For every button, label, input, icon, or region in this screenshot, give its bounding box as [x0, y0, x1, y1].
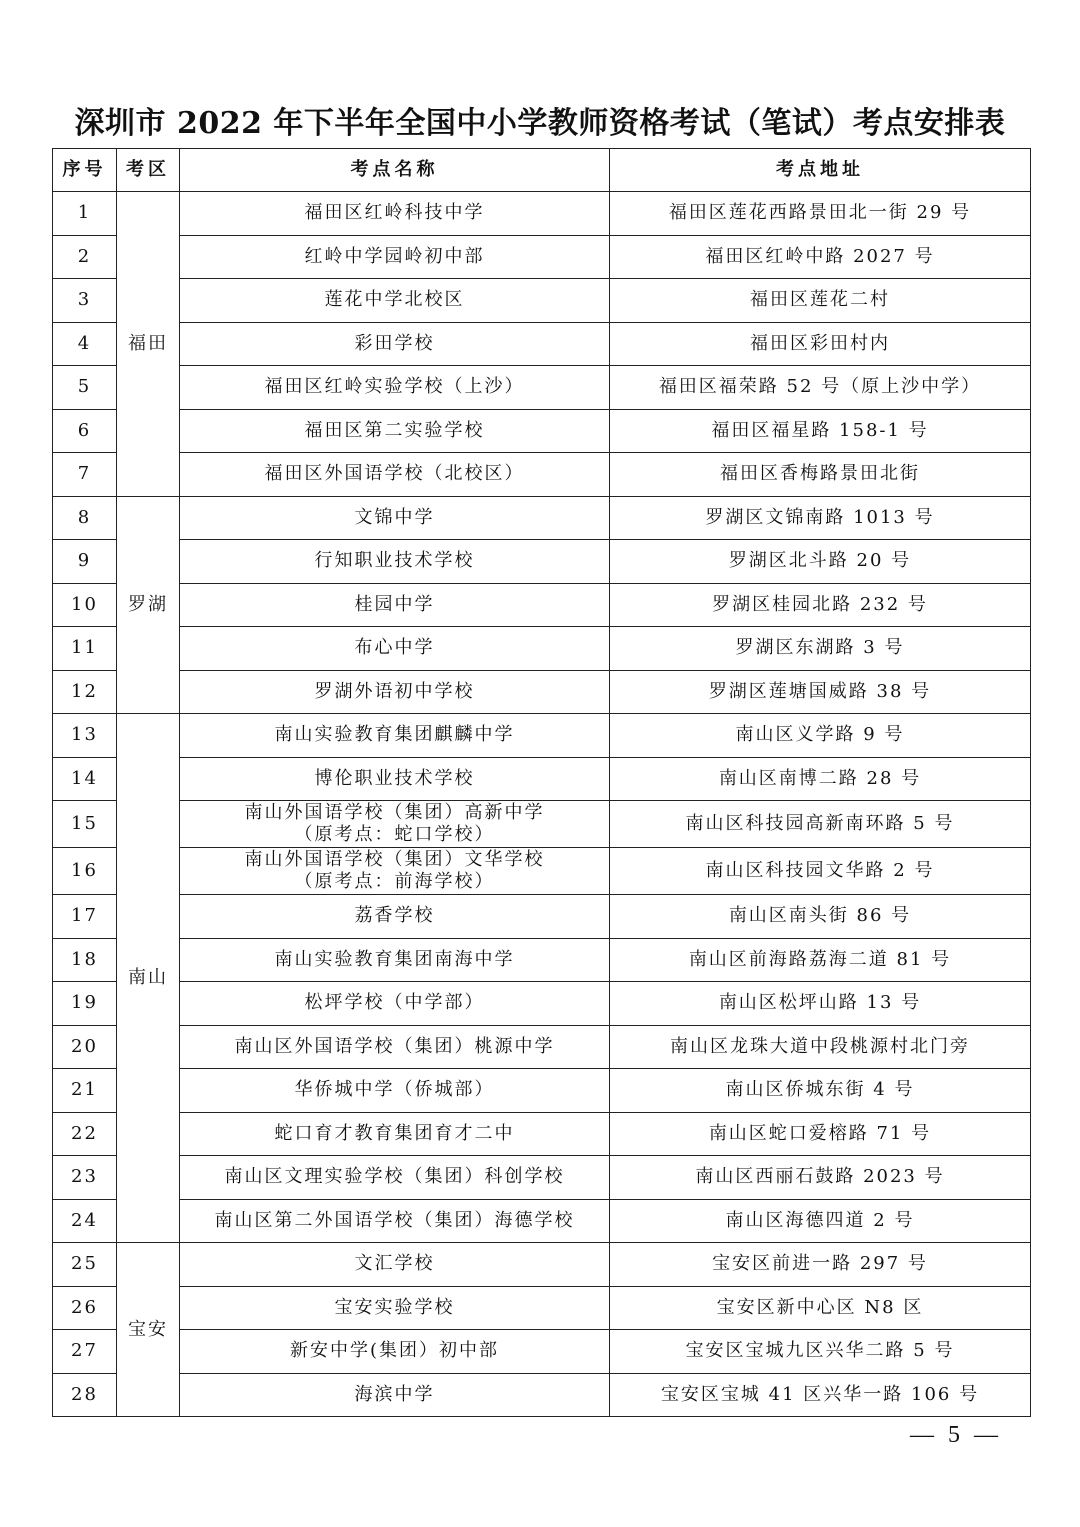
page-title: 深圳市 2022 年下半年全国中小学教师资格考试（笔试）考点安排表: [74, 106, 1006, 141]
site-name-cell: 罗湖外语初中学校: [180, 670, 610, 714]
site-address-cell: 南山区南头街 86 号: [610, 895, 1031, 939]
site-address-cell: 罗湖区文锦南路 1013 号: [610, 496, 1031, 540]
district-cell: 福田: [117, 192, 180, 497]
table-row: [53, 670, 1031, 714]
seq-cell: 18: [53, 938, 117, 982]
site-address-cell: 南山区龙珠大道中段桃源村北门旁: [610, 1025, 1031, 1069]
table-row: [53, 1069, 1031, 1113]
site-address-cell: 南山区侨城东街 4 号: [610, 1069, 1031, 1113]
site-address-cell: 罗湖区东湖路 3 号: [610, 627, 1031, 671]
site-name-cell: 松坪学校（中学部）: [180, 982, 610, 1026]
site-name-cell: 新安中学(集团）初中部: [180, 1330, 610, 1374]
site-address-cell: 福田区彩田村内: [610, 322, 1031, 366]
seq-cell: 21: [53, 1069, 117, 1113]
site-address-cell: 宝安区新中心区 N8 区: [610, 1286, 1031, 1330]
table-row: [53, 1199, 1031, 1243]
site-address-cell: 宝安区宝城 41 区兴华一路 106 号: [610, 1373, 1031, 1417]
site-address-cell: 福田区福星路 158-1 号: [610, 409, 1031, 453]
site-address-cell: 福田区红岭中路 2027 号: [610, 235, 1031, 279]
site-name-cell: 福田区第二实验学校: [180, 409, 610, 453]
site-address-cell: 福田区福荣路 52 号（原上沙中学）: [610, 366, 1031, 410]
seq-cell: 2: [53, 235, 117, 279]
site-name-cell: 宝安实验学校: [180, 1286, 610, 1330]
seq-cell: 11: [53, 627, 117, 671]
seq-cell: 5: [53, 366, 117, 410]
seq-cell: 1: [53, 192, 117, 236]
site-address-cell: 福田区莲花西路景田北一街 29 号: [610, 192, 1031, 236]
site-name-cell: 华侨城中学（侨城部）: [180, 1069, 610, 1113]
site-address-cell: 福田区香梅路景田北街: [610, 453, 1031, 497]
site-name-cell: 荔香学校: [180, 895, 610, 939]
site-name-cell: 桂园中学: [180, 583, 610, 627]
exam-site-table: [52, 148, 1031, 1417]
seq-cell: 6: [53, 409, 117, 453]
page-number: — 5 —: [910, 1422, 1002, 1448]
site-address-cell: 罗湖区莲塘国威路 38 号: [610, 670, 1031, 714]
site-name-cell: 福田区红岭实验学校（上沙）: [180, 366, 610, 410]
site-name-cell: 莲花中学北校区: [180, 279, 610, 323]
site-address-cell: 南山区松坪山路 13 号: [610, 982, 1031, 1026]
header-address: 考点地址: [610, 149, 1031, 192]
site-name-cell: [180, 848, 610, 895]
site-address-cell: 宝安区宝城九区兴华二路 5 号: [610, 1330, 1031, 1374]
header-name: 考点名称: [180, 149, 610, 192]
site-name-line: 南山外国语学校（集团）文华学校: [244, 849, 545, 870]
site-address-cell: 南山区南博二路 28 号: [610, 757, 1031, 801]
table-row: [53, 1286, 1031, 1330]
site-name-note: （原考点：前海学校）: [294, 871, 495, 892]
site-name-cell: 南山区文理实验学校（集团）科创学校: [180, 1156, 610, 1200]
site-name-cell: 行知职业技术学校: [180, 540, 610, 584]
header-seq: 序号: [53, 149, 117, 192]
table-row: [53, 366, 1031, 410]
table-row: [53, 1373, 1031, 1417]
table-row: [53, 982, 1031, 1026]
table-row: [53, 279, 1031, 323]
seq-cell: 8: [53, 496, 117, 540]
site-address-cell: 南山区科技园文华路 2 号: [610, 848, 1031, 895]
site-name-cell: 文汇学校: [180, 1243, 610, 1287]
table-row: [53, 235, 1031, 279]
seq-cell: 10: [53, 583, 117, 627]
table-row: [53, 409, 1031, 453]
site-address-cell: 南山区科技园高新南环路 5 号: [610, 801, 1031, 848]
seq-cell: 25: [53, 1243, 117, 1287]
seq-cell: 15: [53, 801, 117, 848]
site-address-cell: 宝安区前进一路 297 号: [610, 1243, 1031, 1287]
site-address-cell: 南山区海德四道 2 号: [610, 1199, 1031, 1243]
table-row: [53, 714, 1031, 758]
site-address-cell: 南山区蛇口爱榕路 71 号: [610, 1112, 1031, 1156]
seq-cell: 13: [53, 714, 117, 758]
site-address-cell: 南山区义学路 9 号: [610, 714, 1031, 758]
seq-cell: 16: [53, 848, 117, 895]
site-name-cell: 福田区红岭科技中学: [180, 192, 610, 236]
seq-cell: 23: [53, 1156, 117, 1200]
district-cell: 宝安: [117, 1243, 180, 1417]
table-row: [53, 1243, 1031, 1287]
site-name-cell: 南山实验教育集团麒麟中学: [180, 714, 610, 758]
site-address-cell: 罗湖区桂园北路 232 号: [610, 583, 1031, 627]
site-name-cell: 南山实验教育集团南海中学: [180, 938, 610, 982]
table-row: [53, 540, 1031, 584]
seq-cell: 7: [53, 453, 117, 497]
table-row: [53, 848, 1031, 895]
site-name-note: （原考点：蛇口学校）: [294, 824, 495, 845]
table-row: [53, 1156, 1031, 1200]
seq-cell: 19: [53, 982, 117, 1026]
seq-cell: 17: [53, 895, 117, 939]
site-name-cell: 南山区第二外国语学校（集团）海德学校: [180, 1199, 610, 1243]
seq-cell: 28: [53, 1373, 117, 1417]
seq-cell: 14: [53, 757, 117, 801]
site-name-cell: [180, 801, 610, 848]
site-address-cell: 南山区西丽石鼓路 2023 号: [610, 1156, 1031, 1200]
site-name-cell: 海滨中学: [180, 1373, 610, 1417]
site-name-cell: 蛇口育才教育集团育才二中: [180, 1112, 610, 1156]
table-row: [53, 757, 1031, 801]
table-row: [53, 453, 1031, 497]
seq-cell: 22: [53, 1112, 117, 1156]
site-name-line: 南山外国语学校（集团）高新中学: [244, 802, 545, 823]
site-name-cell: 文锦中学: [180, 496, 610, 540]
table-row: [53, 938, 1031, 982]
seq-cell: 20: [53, 1025, 117, 1069]
seq-cell: 12: [53, 670, 117, 714]
district-cell: 罗湖: [117, 496, 180, 714]
seq-cell: 4: [53, 322, 117, 366]
table-row: [53, 496, 1031, 540]
district-cell: 南山: [117, 714, 180, 1243]
site-name-cell: 南山区外国语学校（集团）桃源中学: [180, 1025, 610, 1069]
table-row: [53, 583, 1031, 627]
table-row: [53, 322, 1031, 366]
site-name-cell: 博伦职业技术学校: [180, 757, 610, 801]
site-address-cell: 南山区前海路荔海二道 81 号: [610, 938, 1031, 982]
seq-cell: 9: [53, 540, 117, 584]
header-district: 考区: [117, 149, 180, 192]
site-address-cell: 福田区莲花二村: [610, 279, 1031, 323]
table-row: [53, 627, 1031, 671]
site-name-cell: 红岭中学园岭初中部: [180, 235, 610, 279]
seq-cell: 27: [53, 1330, 117, 1374]
seq-cell: 26: [53, 1286, 117, 1330]
table-row: [53, 1330, 1031, 1374]
table-row: [53, 1112, 1031, 1156]
seq-cell: 3: [53, 279, 117, 323]
table-row: [53, 895, 1031, 939]
table-row: [53, 1025, 1031, 1069]
seq-cell: 24: [53, 1199, 117, 1243]
site-name-cell: 福田区外国语学校（北校区）: [180, 453, 610, 497]
table-row: [53, 801, 1031, 848]
table-header-row: [53, 149, 1031, 192]
table-row: [53, 192, 1031, 236]
site-name-cell: 布心中学: [180, 627, 610, 671]
site-address-cell: 罗湖区北斗路 20 号: [610, 540, 1031, 584]
site-name-cell: 彩田学校: [180, 322, 610, 366]
